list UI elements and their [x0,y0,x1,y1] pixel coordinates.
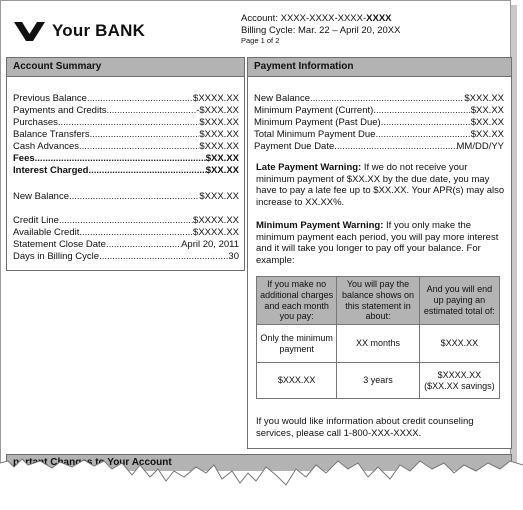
row-value: $XXX.XX [199,117,239,128]
summary-row [13,165,239,177]
row-value: $XXXX.XX [193,215,239,226]
summary-row [13,191,239,203]
payment-info-title: Payment Information [248,58,511,77]
summary-group-2 [13,215,239,263]
bank-logo [14,21,145,41]
summary-row [13,227,239,239]
payment-row [254,93,504,105]
row-value: $XXX.XX [199,129,239,140]
row-label: Days in Billing Cycle [13,251,100,262]
account-number [241,13,400,25]
payoff-cell: XX months [337,325,420,363]
leader-dots [381,117,471,129]
payoff-table [256,276,500,399]
row-value: $XX.XX [205,153,239,164]
leader-dots [69,191,199,203]
row-label: Balance Transfers [13,129,90,140]
summary-row [13,215,239,227]
billing-cycle: Billing Cycle: Mar. 22 – April 20, 20XX [241,24,401,36]
summary-group-1 [13,93,239,177]
row-label: Minimum Payment (Current) [254,105,374,116]
summary-row [13,117,239,129]
leader-dots [87,93,193,105]
account-number-label: Account: XXXX-XXXX-XXXX- [241,13,367,24]
payoff-header: You will pay the balance shows on this statement in about: [337,277,420,325]
account-info [241,13,400,45]
summary-row [13,105,239,117]
account-summary-box [6,57,245,271]
row-value: MM/DD/YY [456,141,504,152]
row-label: Payment Due Date [254,141,335,152]
row-label: Available Credit [13,227,80,238]
page-number: Page 1 of 2 [241,36,280,45]
row-value: $XXX.XX [199,141,239,152]
payoff-header: If you make no additional charges and each month you pay: [257,277,337,325]
summary-row [13,239,239,251]
leader-dots [373,105,470,117]
summary-new-balance [13,191,239,203]
leader-dots [99,251,228,263]
payment-row [254,129,504,141]
leader-dots [59,215,193,227]
leader-dots [79,141,199,153]
row-value: $XXXX.XX [193,93,239,104]
payment-row [254,105,504,117]
row-label: Credit Line [13,215,59,226]
row-label: Previous Balance [13,93,87,104]
payoff-cell: $XXX.XX [257,363,337,399]
row-value: $XX.XX [470,105,504,116]
payment-rows [254,93,504,153]
row-label: Cash Advances [13,141,80,152]
row-value: April 20, 2011 [181,239,239,250]
torn-edge [0,455,523,510]
payoff-cell: Only the minimum payment [257,325,337,363]
bank-chevron-icon [14,22,45,41]
row-label: Purchases [13,117,58,128]
min-warning-title: Minimum Payment Warning: [256,220,384,231]
leader-dots [106,105,196,117]
row-value: -$XXX.XX [196,105,239,116]
row-label: Minimum Payment (Past Due) [254,117,381,128]
leader-dots [310,93,464,105]
row-value: $XXXX.XX [193,227,239,238]
row-label: Payments and Credits [13,105,107,116]
summary-row [13,93,239,105]
row-label: Fees [13,153,35,164]
account-summary-title: Account Summary [7,58,244,77]
leader-dots [90,129,200,141]
min-warning-text: If you only make the minimum payment each period, you will pay more interest and it will take you longer to pay off your balance. For example: [256,220,499,266]
late-warning-title: Late Payment Warning: [256,162,362,173]
payment-info-box [247,57,512,449]
late-payment-warning [256,162,506,208]
leader-dots [106,239,181,251]
payment-row [254,141,504,153]
row-label: Total Minimum Payment Due [254,129,376,140]
leader-dots [58,117,200,129]
late-warning-text: If we do not receive your minimum payment of $XX.XX by the due date, you may have to pay a late fee up to $XX.XX. Your APR(s) may also increase to XX.XX%. [256,162,505,208]
row-label: Interest Charged [13,165,89,176]
row-value: $XX.XX [470,117,504,128]
payoff-row [257,363,500,399]
leader-dots [89,165,206,177]
important-changes-title: portant Changes to Your Account [7,455,511,471]
summary-row [13,251,239,263]
row-label: New Balance [254,93,310,104]
leader-dots [79,227,193,239]
payoff-header: And you will end up paying an estimated total of: [419,277,499,325]
payoff-cell: $XXXX.XX ($XX.XX savings) [419,363,499,399]
payoff-cell: $XXX.XX [419,325,499,363]
payoff-header-row [257,277,500,325]
leader-dots [35,153,206,165]
summary-row [13,129,239,141]
payoff-cell: 3 years [337,363,420,399]
credit-counseling-note: If you would like information about credit counseling services, please call 1-800-XXX-XXXX. [256,416,474,439]
payoff-row [257,325,500,363]
row-value: $XX.XX [470,129,504,140]
summary-row [13,141,239,153]
row-value: $XX.XX [205,165,239,176]
row-value: $XXX.XX [199,191,239,202]
minimum-payment-warning [256,220,506,266]
row-label: Statement Close Date [13,239,106,250]
leader-dots [375,129,470,141]
row-label: New Balance [13,191,69,202]
bank-name: Your BANK [52,21,146,40]
row-value: $XXX.XX [464,93,504,104]
summary-row [13,153,239,165]
account-last4: XXXX [366,13,392,24]
leader-dots [334,141,456,153]
payment-row [254,117,504,129]
row-value: 30 [228,251,239,262]
